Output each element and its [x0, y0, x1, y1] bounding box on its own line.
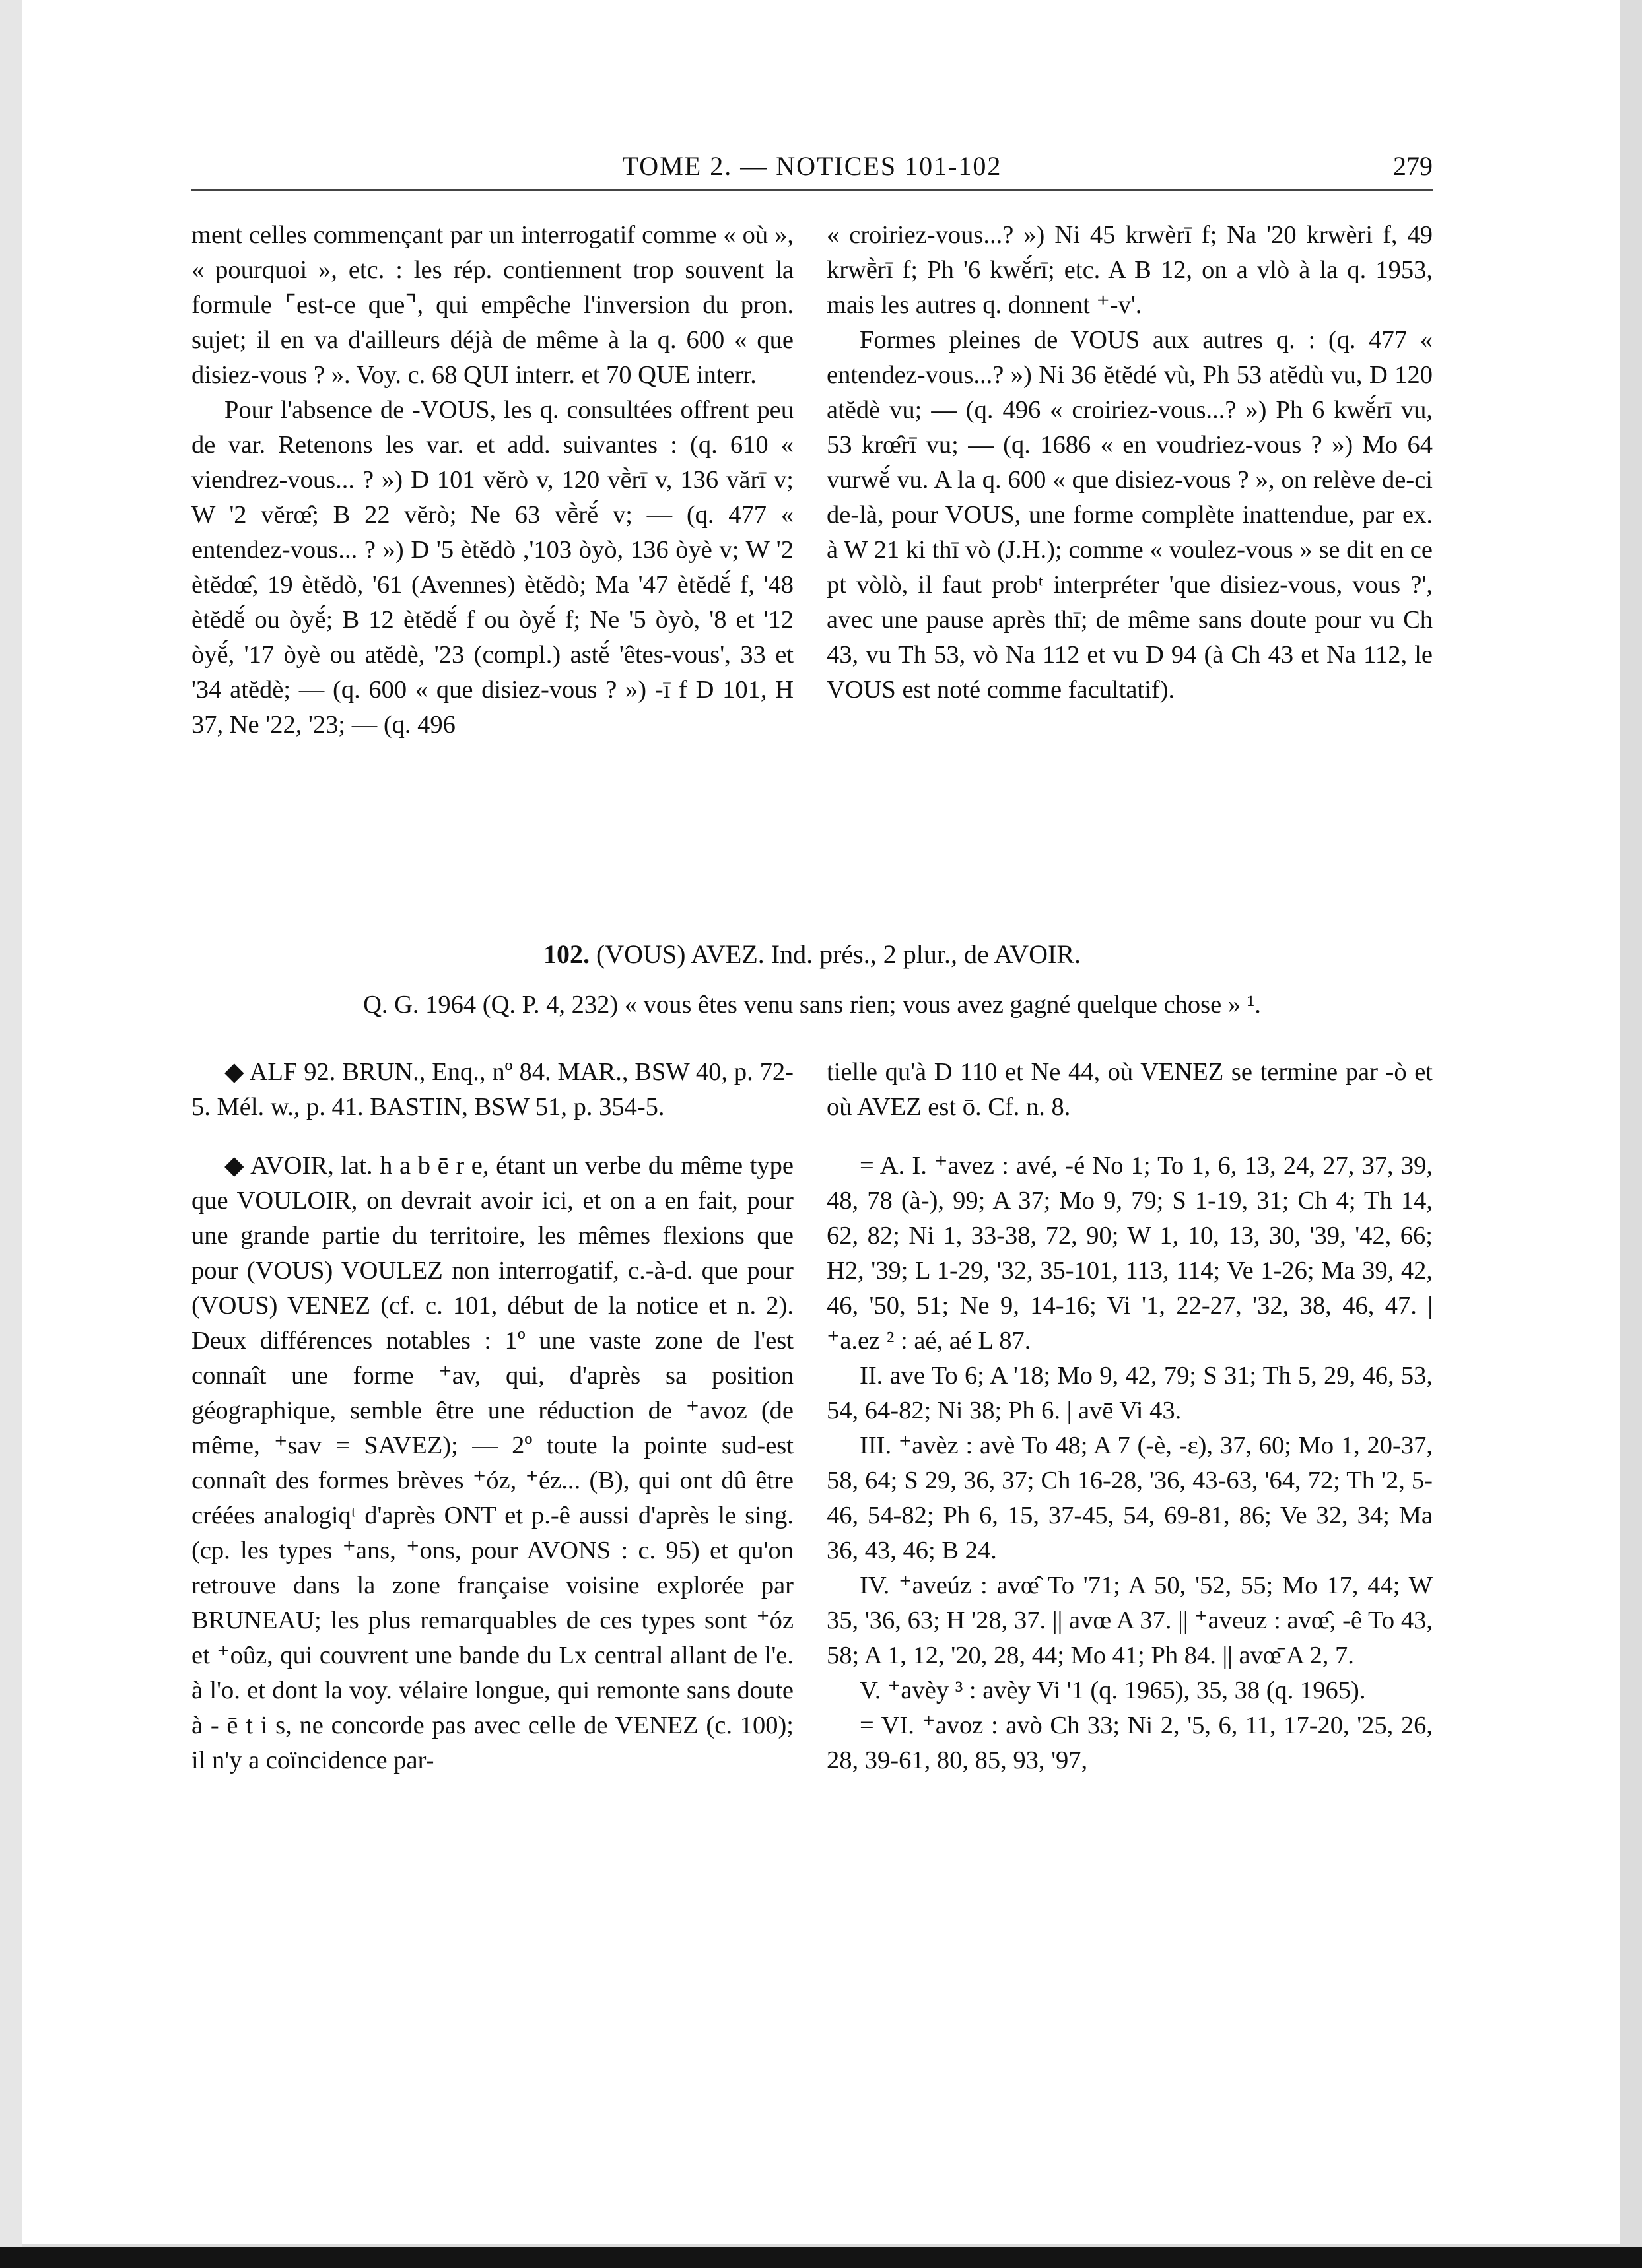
left-column-top: [191, 218, 794, 743]
scan-edge-bottom: [0, 2247, 1642, 2268]
paragraph: = VI. ⁺avoz : avò Ch 33; Ni 2, '5, 6, 11, 17-20, '25, 26, 28, 39-61, 80, 85, 93, '97,: [827, 1712, 1433, 1774]
paragraph: Formes pleines de VOUS aux autres q. : (q. 477 « entendez-vous...? ») Ni 36 ĕtĕdé vù, Ph 53 atĕdù vu, D 120 atĕdè vu; — (q. 496 « croiriez-vous...? ») Ph 6 kwĕ́rī vu, 53 krœ̂rī vu; — (q. 1686 « en voudriez-vous ? ») Mo 64 vurwĕ́ vu. A la q. 600 « que disiez-vous ? », on relève de-ci de-là, pour VOUS, une forme complète inattendue, par ex. à W 21 ki thī vò (J.H.); comme « voulez-vous » se dit en ce pt vòlò, il faut probᵗ interpréter 'que disiez-vous, vous ?', avec une pause après thī; de même sans doute pour vu Ch 43, vu Th 53, vò Na 112 et vu D 94 (à Ch 43 et Na 112, le VOUS est noté comme facultatif).: [827, 326, 1433, 704]
paragraph: Pour l'absence de -VOUS, les q. consultées offrent peu de var. Retenons les var. et add. suivantes : (q. 610 « viendrez-vous... ? ») D 101 vĕrò v, 120 vḕrī v, 136 vărī v; W '2 vĕrœ̂; B 22 vĕrò; Ne 63 vḕrĕ́ v; — (q. 477 « entendez-vous... ? ») D '5 ètĕdò ,'103 òyò, 136 òyè v; W '2 ètĕdœ̂, 19 ètĕdò, '61 (Avennes) ètĕdò; Ma '47 ètĕdĕ́ f, '48 ètĕdĕ́ ou òyĕ́; B 12 ètĕdĕ́ f ou òyĕ́ f; Ne '5 òyò, '8 et '12 òyĕ́, '17 òyè ou atĕdè, '23 (compl.) astĕ́ 'êtes-vous', 33 et '34 atĕdè; — (q. 600 « que disiez-vous ? ») -ī f D 101, H 37, Ne '22, '23; — (q. 496: [191, 396, 794, 739]
paragraph: tielle qu'à D 110 et Ne 44, où VENEZ se termine par -ò et où AVEZ est ō. Cf. n. 8.: [827, 1058, 1433, 1121]
section-heading: [191, 939, 1433, 970]
paragraph: « croiriez-vous...? ») Ni 45 krwèrī f; Na '20 krwèri f, 49 krwḕrī f; Ph '6 kwĕ́rī; etc. A B 12, on a vlò à la q. 1953, mais les autres q. donnent ⁺-v'.: [827, 221, 1433, 319]
running-header: [191, 149, 1433, 191]
right-column-bottom: [827, 1055, 1433, 1778]
left-column-bottom: [191, 1055, 794, 1778]
question-reference: Q. G. 1964 (Q. P. 4, 232) « vous êtes venu sans rien; vous avez gagné quelque chose » ¹.: [363, 991, 1261, 1018]
section-title: (VOUS) AVEZ.: [596, 939, 765, 969]
page-number: 279: [1393, 151, 1433, 181]
paragraph: IV. ⁺aveúz : avœ̂ To '71; A 50, '52, 55; Mo 17, 44; W 35, '36, 63; H '28, 37. || avœ A 37. || ⁺aveuz : avœ̂, -ê To 43, 58; A 1, 12, '20, 28, 44; Mo 41; Ph 84. || avœ̄ A 2, 7.: [827, 1572, 1433, 1669]
right-column-top: [827, 218, 1433, 708]
section-subtitle: Ind. prés., 2 plur., de AVOIR.: [770, 939, 1081, 969]
section-number: 102.: [543, 939, 590, 969]
scan-margin-left: [0, 0, 22, 2247]
bibliography-paragraph: ◆ ALF 92. BRUN., Enq., nº 84. MAR., BSW 40, p. 72-5. Mél. w., p. 41. BASTIN, BSW 51, p. 354-5.: [191, 1058, 794, 1121]
paragraph: ment celles commençant par un interrogatif comme « où », « pourquoi », etc. : les rép. contiennent trop souvent la formule ⌜est-ce que⌝, qui empêche l'inversion du pron. sujet; il en va d'ailleurs déjà de même à la q. 600 « que disiez-vous ? ». Voy. c. 68 QUI interr. et 70 QUE interr.: [191, 221, 794, 389]
paragraph: II. ave To 6; A '18; Mo 9, 42, 79; S 31; Th 5, 29, 46, 53, 54, 64-82; Ni 38; Ph 6. | avē Vi 43.: [827, 1362, 1433, 1424]
paragraph: V. ⁺avèy ³ : avèy Vi '1 (q. 1965), 35, 38 (q. 1965).: [860, 1677, 1366, 1704]
paragraph: = A. I. ⁺avez : avé, -é No 1; To 1, 6, 13, 24, 27, 37, 39, 48, 78 (à-), 99; A 37; Mo 9, 79; S 1-19, 31; Ch 4; Th 14, 62, 82; Ni 1, 33-38, 72, 90; W 1, 10, 13, 30, '39, '42, 66; H2, '39; L 1-29, '32, 35-101, 113, 114; Ve 1-26; Ma 39, 42, 46, '50, 51; Ne 9, 14-16; Vi '1, 22-27, '32, 38, 46, 47. | ⁺a.ez ² : aé, aé L 87.: [827, 1152, 1433, 1354]
paragraph: III. ⁺avèz : avè To 48; A 7 (-è, -ɛ), 37, 60; Mo 1, 20-37, 58, 64; S 29, 36, 37; Ch 16-28, '36, 43-63, '64, 72; Th '2, 5-46, 54-82; Ph 6, 15, 37-45, 54, 69-81, 86; Ve 32, 34; Ma 36, 43, 46; B 24.: [827, 1432, 1433, 1564]
paragraph: ◆ AVOIR, lat. h a b ē r e, étant un verbe du même type que VOULOIR, on devrait avoir ici, et on a en fait, pour une grande partie du territoire, les mêmes flexions que pour (VOUS) VOULEZ non interrogatif, c.-à-d. que pour (VOUS) VENEZ (cf. c. 101, début de la notice et n. 2). Deux différences notables : 1º une vaste zone de l'est connaît une forme ⁺av, qui, d'après sa position géographique, semble être une réduction de ⁺avoz (de même, ⁺sav = SAVEZ); — 2º toute la pointe sud-est connaît des formes brèves ⁺óz, ⁺éz... (B), qui ont dû être créées analogiqᵗ d'après ONT et p.-ê aussi d'après le sing. (cp. les types ⁺ans, ⁺ons, pour AVONS : c. 95) et qu'on retrouve dans la zone française voisine explorée par BRUNEAU; les plus remarquables de ces types sont ⁺óz et ⁺oûz, qui couvrent une bande du Lx central allant de l'e. à l'o. et dont la voy. vélaire longue, qui remonte sans doute à - ē t i s, ne concorde pas avec celle de VENEZ (c. 100); il n'y a coïncidence par-: [191, 1152, 794, 1774]
running-title: TOME 2. — NOTICES 101-102: [622, 151, 1002, 181]
